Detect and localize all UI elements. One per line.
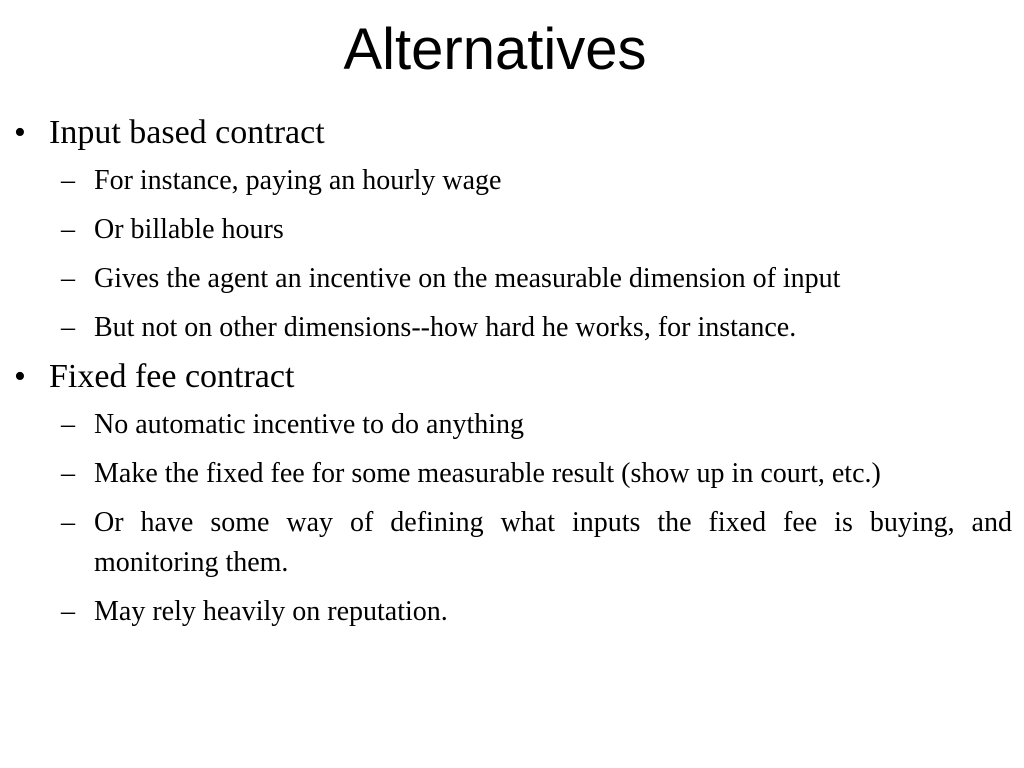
sub-bullet-text: May rely heavily on reputation. [94, 596, 448, 627]
sub-bullet-text: Or billable hours [94, 214, 284, 245]
sub-bullet [0, 405, 1024, 445]
sub-bullet [0, 308, 1024, 348]
sub-bullet [0, 161, 1024, 201]
dash-icon: – [61, 263, 75, 294]
bullet-icon: • [14, 358, 26, 395]
bullet-icon: • [14, 114, 26, 151]
bullet-input-based-contract [0, 108, 1024, 158]
dash-icon: – [61, 165, 75, 196]
sub-bullet [0, 503, 1024, 583]
sub-bullet-text: For instance, paying an hourly wage [94, 165, 502, 196]
sub-bullet-text: Make the fixed fee for some measurable result (show up in court, etc.) [94, 458, 881, 489]
sub-bullet-text: But not on other dimensions--how hard he works, for instance. [94, 312, 797, 343]
sub-bullet-text: No automatic incentive to do anything [94, 409, 525, 440]
slide-title: Alternatives [343, 17, 647, 82]
slide-body [0, 108, 1024, 632]
dash-icon: – [61, 507, 75, 538]
dash-icon: – [61, 596, 75, 627]
dash-icon: – [61, 312, 75, 343]
bullet-text: Fixed fee contract [49, 358, 295, 395]
dash-icon: – [61, 409, 75, 440]
sub-bullet [0, 592, 1024, 632]
sub-bullet-text: Gives the agent an incentive on the measurable dimension of input [94, 263, 841, 294]
sub-bullet-text: Or have some way of defining what inputs the fixed fee is buying, and monitoring them. [94, 507, 1012, 578]
bullet-fixed-fee-contract [0, 352, 1024, 402]
sub-bullet [0, 210, 1024, 250]
bullet-text: Input based contract [49, 114, 325, 151]
sub-bullet [0, 454, 1024, 494]
sub-bullet [0, 259, 1024, 299]
dash-icon: – [61, 214, 75, 245]
dash-icon: – [61, 458, 75, 489]
